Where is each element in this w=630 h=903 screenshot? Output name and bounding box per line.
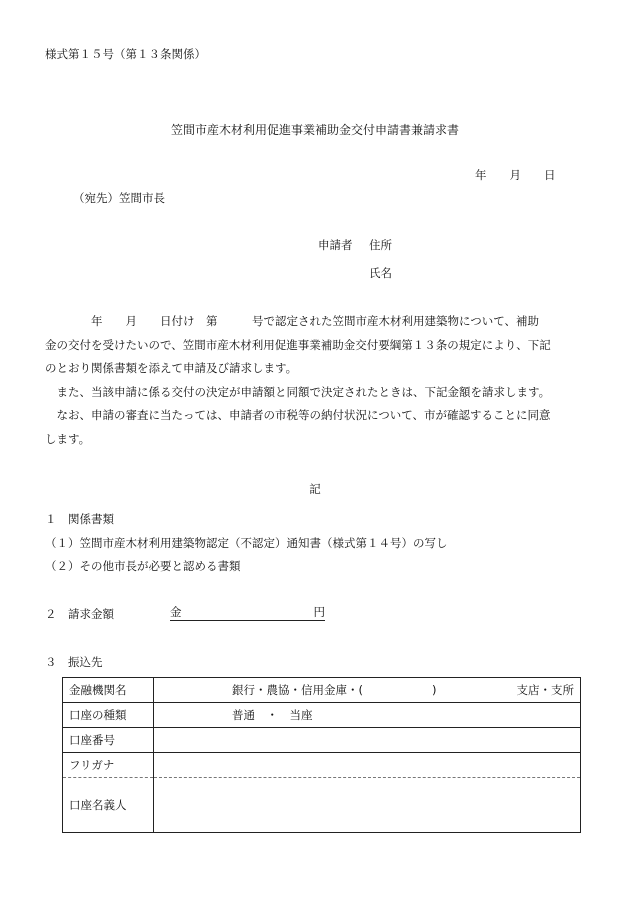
section1-item-1: （１）笠間市産木材利用建築物認定（不認定）通知書（様式第１４号）の写し	[45, 536, 448, 550]
account-type-field[interactable]	[154, 703, 581, 728]
body-line-5: なお、申請の審査に当たっては、申請者の市税等の納付状況について、市が確認することに同意	[45, 408, 551, 422]
body-paragraphs	[45, 310, 590, 451]
body-line-6: します。	[45, 431, 91, 446]
institution-field[interactable]	[154, 678, 581, 703]
addressee: （宛先）笠間市長	[73, 191, 165, 205]
body-line-4: また、当該申請に係る交付の決定が申請額と同額で決定されたときは、下記金額を請求します。	[45, 384, 551, 399]
body-line-2: 金の交付を受けたいので、笠間市産木材利用促進事業補助金交付要綱第１３条の規定により、下記	[45, 337, 551, 352]
holder-label: 口座名義人	[63, 778, 154, 833]
table-row	[63, 678, 581, 703]
section2-heading: ２ 請求金額	[45, 607, 114, 621]
section1-heading: １ 関係書類	[45, 512, 114, 526]
name-label: 氏名	[369, 266, 392, 280]
furigana-label: フリガナ	[63, 753, 154, 778]
holder-field[interactable]	[154, 778, 581, 833]
table-row	[63, 753, 581, 778]
section1-item-2: （２）その他市長が必要と認める書類	[45, 559, 241, 573]
institution-label: 金融機関名	[63, 678, 154, 703]
section3-heading: ３ 振込先	[45, 655, 103, 669]
table-row	[63, 703, 581, 728]
table-row	[63, 778, 581, 833]
account-type-label: 口座の種類	[63, 703, 154, 728]
furigana-field[interactable]	[154, 753, 581, 778]
institution-types: 銀行・農協・信用金庫・( )	[232, 683, 437, 697]
amount-field[interactable]	[170, 604, 325, 624]
form-number: 様式第１５号（第１３条関係）	[45, 47, 206, 61]
address-label: 住所	[369, 238, 392, 252]
body-line-3: のとおり関係書類を添えて申請及び請求します。	[45, 361, 298, 375]
body-line-1: 年 月 日付け 第 号で認定された笠間市産木材利用建築物について、補助	[45, 314, 540, 328]
table-row	[63, 728, 581, 753]
account-number-field[interactable]	[154, 728, 581, 753]
ki-marker: 記	[309, 482, 321, 496]
account-type-options: 普通 ・ 当座	[232, 708, 313, 722]
bank-transfer-table	[62, 677, 581, 833]
branch-types: 支店・支所	[516, 683, 574, 697]
applicant-label: 申請者	[318, 238, 353, 252]
account-number-label: 口座番号	[63, 728, 154, 753]
date-line: 年 月 日	[475, 168, 556, 182]
kin-label: 金	[170, 605, 182, 619]
yen-label: 円	[313, 605, 325, 619]
document-title: 笠間市産木材利用促進事業補助金交付申請書兼請求書	[170, 123, 459, 137]
